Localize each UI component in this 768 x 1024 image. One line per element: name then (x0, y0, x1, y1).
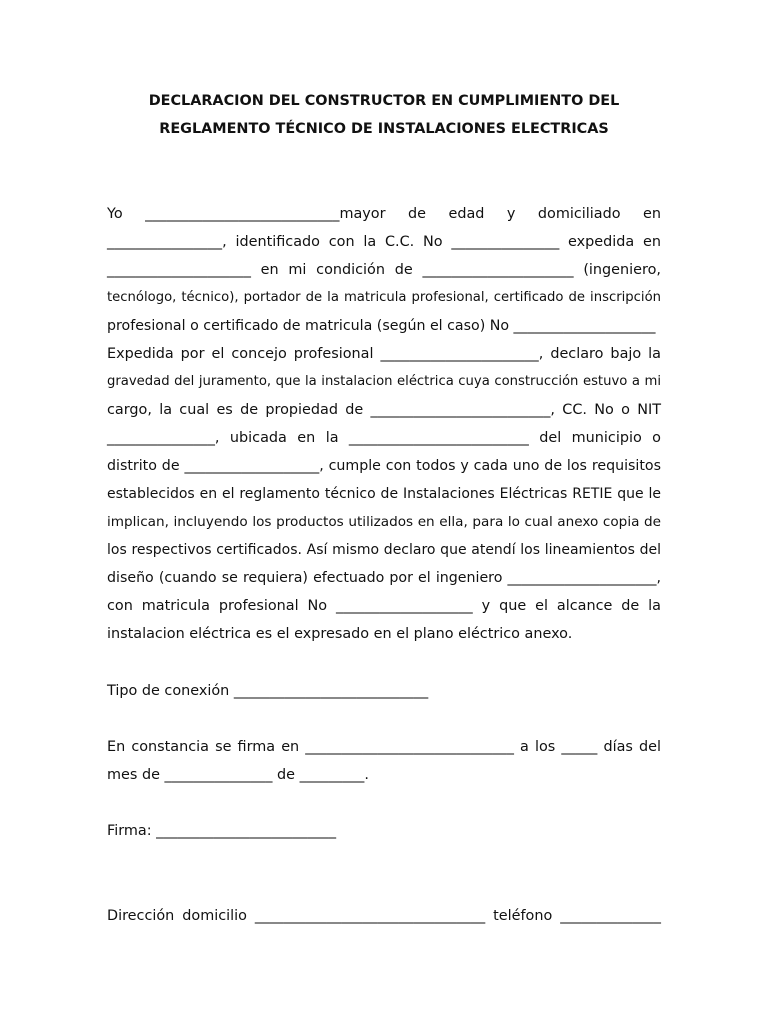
paragraph-line: cargo, la cual es de propiedad de _________________________, CC. No o NIT (107, 402, 661, 418)
paragraph-line: gravedad del juramento, que la instalacion eléctrica cuya construcción estuvo a mi (107, 374, 661, 389)
paragraph-line: diseño (cuando se requiera) efectuado por el ingeniero _____________________, (107, 570, 661, 586)
paragraph-line: establecidos en el reglamento técnico de Instalaciones Eléctricas RETIE que le (107, 486, 661, 502)
paragraph-line: ________________, identificado con la C.C. No _______________ expedida en (107, 234, 661, 250)
paragraph-line: los respectivos certificados. Así mismo declaro que atendí los lineamientos del (107, 542, 661, 558)
paragraph-line: profesional o certificado de matricula (según el caso) No ____________________ (107, 318, 656, 334)
document-title-line-2: REGLAMENTO TÉCNICO DE INSTALACIONES ELECTRICAS (159, 121, 609, 137)
paragraph-line: distrito de ___________________, cumple con todos y cada uno de los requisitos (107, 458, 661, 474)
paragraph-line: instalacion eléctrica es el expresado en el plano eléctrico anexo. (107, 626, 573, 642)
paragraph-line: _______________, ubicada en la _________________________ del municipio o (107, 430, 661, 446)
paragraph-line: tecnólogo, técnico), portador de la matricula profesional, certificado de inscripción (107, 290, 661, 305)
paragraph-line: implican, incluyendo los productos utilizados en ella, para lo cual anexo copia de (107, 514, 661, 530)
signing-date-line: mes de _______________ de _________. (107, 767, 369, 783)
paragraph-line: Yo ___________________________mayor de edad y domiciliado en (107, 206, 661, 222)
paragraph-line: ____________________ en mi condición de _____________________ (ingeniero, (107, 262, 661, 278)
document-title-line-1: DECLARACION DEL CONSTRUCTOR EN CUMPLIMIENTO DEL (148, 93, 620, 109)
paragraph-line: con matricula profesional No ___________________ y que el alcance de la (107, 598, 661, 614)
connection-type-field: Tipo de conexión ___________________________ (107, 683, 429, 699)
signing-place-line: En constancia se firma en _____________________________ a los _____ días del (107, 739, 661, 755)
address-phone-field: Dirección domicilio ________________________________ teléfono ______________ (107, 908, 661, 924)
paragraph-line: Expedida por el concejo profesional ______________________, declaro bajo la (107, 346, 661, 362)
signature-field: Firma: _________________________ (107, 823, 337, 839)
